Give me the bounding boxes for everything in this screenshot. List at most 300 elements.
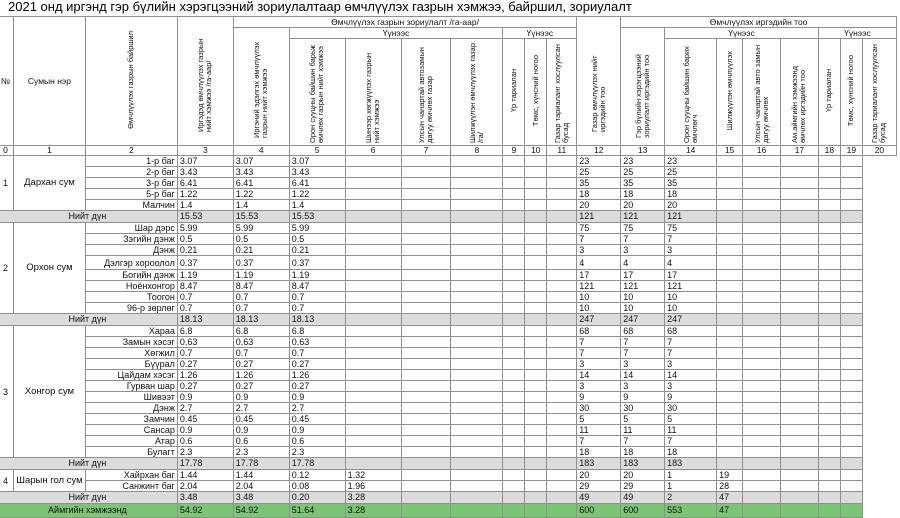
value-cell[interactable] bbox=[401, 447, 451, 458]
value-cell[interactable] bbox=[525, 504, 547, 518]
value-cell[interactable] bbox=[503, 381, 525, 392]
value-cell[interactable]: 0.45 bbox=[177, 414, 233, 425]
value-cell[interactable] bbox=[503, 270, 525, 281]
value-cell[interactable]: 9 bbox=[665, 392, 717, 403]
value-cell[interactable] bbox=[547, 458, 577, 470]
value-cell[interactable]: 0.27 bbox=[177, 381, 233, 392]
value-cell[interactable] bbox=[451, 326, 503, 337]
value-cell[interactable] bbox=[818, 292, 840, 303]
value-cell[interactable] bbox=[840, 492, 862, 504]
value-cell[interactable] bbox=[743, 326, 781, 337]
value-cell[interactable]: 54.92 bbox=[233, 504, 289, 518]
value-cell[interactable] bbox=[451, 370, 503, 381]
value-cell[interactable]: 2.04 bbox=[233, 481, 289, 492]
value-cell[interactable] bbox=[503, 189, 525, 200]
value-cell[interactable] bbox=[780, 504, 818, 518]
value-cell[interactable]: 0.12 bbox=[289, 470, 345, 481]
value-cell[interactable] bbox=[547, 156, 577, 167]
value-cell[interactable] bbox=[525, 447, 547, 458]
value-cell[interactable] bbox=[743, 381, 781, 392]
value-cell[interactable]: 10 bbox=[577, 303, 621, 314]
value-cell[interactable]: 553 bbox=[665, 504, 717, 518]
value-cell[interactable] bbox=[525, 234, 547, 245]
value-cell[interactable] bbox=[451, 403, 503, 414]
value-cell[interactable] bbox=[547, 245, 577, 256]
value-cell[interactable] bbox=[840, 256, 862, 270]
value-cell[interactable]: 29 bbox=[621, 481, 665, 492]
value-cell[interactable] bbox=[451, 178, 503, 189]
value-cell[interactable] bbox=[451, 200, 503, 211]
value-cell[interactable] bbox=[547, 303, 577, 314]
value-cell[interactable]: 7 bbox=[665, 436, 717, 447]
value-cell[interactable]: 10 bbox=[665, 303, 717, 314]
value-cell[interactable] bbox=[818, 425, 840, 436]
value-cell[interactable] bbox=[345, 178, 401, 189]
value-cell[interactable] bbox=[780, 337, 818, 348]
value-cell[interactable] bbox=[525, 200, 547, 211]
value-cell[interactable]: 3.43 bbox=[233, 167, 289, 178]
value-cell[interactable] bbox=[345, 189, 401, 200]
value-cell[interactable]: 1.22 bbox=[233, 189, 289, 200]
value-cell[interactable] bbox=[451, 458, 503, 470]
value-cell[interactable] bbox=[743, 292, 781, 303]
value-cell[interactable]: 17 bbox=[665, 270, 717, 281]
value-cell[interactable] bbox=[503, 370, 525, 381]
value-cell[interactable] bbox=[743, 270, 781, 281]
value-cell[interactable] bbox=[503, 156, 525, 167]
value-cell[interactable] bbox=[743, 337, 781, 348]
value-cell[interactable] bbox=[780, 492, 818, 504]
value-cell[interactable] bbox=[525, 314, 547, 326]
value-cell[interactable]: 14 bbox=[577, 370, 621, 381]
value-cell[interactable] bbox=[525, 470, 547, 481]
value-cell[interactable] bbox=[503, 303, 525, 314]
value-cell[interactable] bbox=[547, 189, 577, 200]
value-cell[interactable] bbox=[503, 326, 525, 337]
value-cell[interactable] bbox=[401, 303, 451, 314]
value-cell[interactable]: 7 bbox=[621, 348, 665, 359]
value-cell[interactable] bbox=[451, 167, 503, 178]
value-cell[interactable] bbox=[451, 303, 503, 314]
value-cell[interactable] bbox=[780, 211, 818, 223]
value-cell[interactable]: 14 bbox=[621, 370, 665, 381]
value-cell[interactable] bbox=[345, 256, 401, 270]
value-cell[interactable] bbox=[401, 234, 451, 245]
value-cell[interactable] bbox=[401, 436, 451, 447]
value-cell[interactable] bbox=[717, 270, 743, 281]
value-cell[interactable] bbox=[780, 470, 818, 481]
value-cell[interactable]: 35 bbox=[621, 178, 665, 189]
value-cell[interactable] bbox=[451, 481, 503, 492]
value-cell[interactable]: 35 bbox=[577, 178, 621, 189]
value-cell[interactable] bbox=[717, 392, 743, 403]
value-cell[interactable] bbox=[547, 359, 577, 370]
value-cell[interactable] bbox=[717, 436, 743, 447]
value-cell[interactable]: 0.27 bbox=[177, 359, 233, 370]
value-cell[interactable] bbox=[401, 256, 451, 270]
value-cell[interactable] bbox=[503, 414, 525, 425]
value-cell[interactable]: 600 bbox=[577, 504, 621, 518]
value-cell[interactable] bbox=[743, 436, 781, 447]
value-cell[interactable] bbox=[717, 200, 743, 211]
value-cell[interactable] bbox=[743, 281, 781, 292]
value-cell[interactable] bbox=[840, 458, 862, 470]
value-cell[interactable]: 10 bbox=[665, 292, 717, 303]
value-cell[interactable]: 9 bbox=[621, 392, 665, 403]
value-cell[interactable] bbox=[717, 458, 743, 470]
value-cell[interactable]: 0.7 bbox=[177, 292, 233, 303]
value-cell[interactable] bbox=[503, 337, 525, 348]
value-cell[interactable] bbox=[525, 337, 547, 348]
value-cell[interactable] bbox=[345, 234, 401, 245]
value-cell[interactable] bbox=[525, 370, 547, 381]
value-cell[interactable]: 3 bbox=[665, 245, 717, 256]
value-cell[interactable] bbox=[401, 211, 451, 223]
value-cell[interactable]: 15.53 bbox=[289, 211, 345, 223]
value-cell[interactable] bbox=[840, 403, 862, 414]
value-cell[interactable] bbox=[818, 403, 840, 414]
value-cell[interactable] bbox=[840, 245, 862, 256]
value-cell[interactable] bbox=[525, 348, 547, 359]
value-cell[interactable] bbox=[743, 403, 781, 414]
value-cell[interactable] bbox=[547, 281, 577, 292]
value-cell[interactable] bbox=[525, 458, 547, 470]
value-cell[interactable] bbox=[451, 156, 503, 167]
value-cell[interactable] bbox=[780, 245, 818, 256]
value-cell[interactable] bbox=[780, 481, 818, 492]
value-cell[interactable] bbox=[451, 447, 503, 458]
value-cell[interactable] bbox=[503, 234, 525, 245]
value-cell[interactable]: 49 bbox=[577, 492, 621, 504]
value-cell[interactable] bbox=[743, 167, 781, 178]
value-cell[interactable] bbox=[451, 425, 503, 436]
value-cell[interactable] bbox=[401, 337, 451, 348]
value-cell[interactable] bbox=[503, 178, 525, 189]
value-cell[interactable]: 25 bbox=[665, 167, 717, 178]
value-cell[interactable] bbox=[840, 292, 862, 303]
value-cell[interactable] bbox=[780, 414, 818, 425]
value-cell[interactable] bbox=[780, 436, 818, 447]
value-cell[interactable] bbox=[547, 234, 577, 245]
value-cell[interactable] bbox=[780, 256, 818, 270]
value-cell[interactable] bbox=[401, 270, 451, 281]
value-cell[interactable] bbox=[525, 167, 547, 178]
value-cell[interactable] bbox=[818, 178, 840, 189]
value-cell[interactable] bbox=[780, 392, 818, 403]
value-cell[interactable] bbox=[345, 425, 401, 436]
value-cell[interactable] bbox=[840, 211, 862, 223]
value-cell[interactable] bbox=[525, 403, 547, 414]
value-cell[interactable] bbox=[818, 458, 840, 470]
value-cell[interactable]: 1.4 bbox=[177, 200, 233, 211]
value-cell[interactable] bbox=[780, 403, 818, 414]
value-cell[interactable]: 121 bbox=[665, 281, 717, 292]
value-cell[interactable] bbox=[743, 392, 781, 403]
value-cell[interactable] bbox=[503, 245, 525, 256]
value-cell[interactable]: 0.7 bbox=[289, 292, 345, 303]
value-cell[interactable]: 0.9 bbox=[177, 425, 233, 436]
value-cell[interactable]: 0.7 bbox=[177, 303, 233, 314]
value-cell[interactable]: 3.48 bbox=[233, 492, 289, 504]
value-cell[interactable] bbox=[840, 447, 862, 458]
value-cell[interactable] bbox=[780, 200, 818, 211]
value-cell[interactable]: 29 bbox=[577, 481, 621, 492]
value-cell[interactable]: 0.5 bbox=[177, 234, 233, 245]
value-cell[interactable] bbox=[503, 256, 525, 270]
value-cell[interactable] bbox=[401, 504, 451, 518]
value-cell[interactable] bbox=[525, 392, 547, 403]
value-cell[interactable]: 8.47 bbox=[177, 281, 233, 292]
value-cell[interactable] bbox=[743, 481, 781, 492]
value-cell[interactable] bbox=[345, 156, 401, 167]
value-cell[interactable] bbox=[818, 414, 840, 425]
value-cell[interactable] bbox=[525, 281, 547, 292]
value-cell[interactable] bbox=[840, 281, 862, 292]
value-cell[interactable]: 17 bbox=[621, 270, 665, 281]
value-cell[interactable] bbox=[401, 403, 451, 414]
value-cell[interactable]: 11 bbox=[621, 425, 665, 436]
value-cell[interactable] bbox=[451, 189, 503, 200]
value-cell[interactable] bbox=[780, 303, 818, 314]
value-cell[interactable]: 2.7 bbox=[289, 403, 345, 414]
value-cell[interactable]: 17 bbox=[577, 270, 621, 281]
value-cell[interactable] bbox=[547, 337, 577, 348]
value-cell[interactable]: 3 bbox=[621, 359, 665, 370]
value-cell[interactable] bbox=[401, 370, 451, 381]
value-cell[interactable] bbox=[451, 314, 503, 326]
value-cell[interactable] bbox=[840, 270, 862, 281]
value-cell[interactable] bbox=[525, 303, 547, 314]
value-cell[interactable]: 20 bbox=[621, 470, 665, 481]
value-cell[interactable] bbox=[818, 223, 840, 234]
value-cell[interactable] bbox=[840, 425, 862, 436]
value-cell[interactable] bbox=[503, 292, 525, 303]
value-cell[interactable] bbox=[818, 245, 840, 256]
value-cell[interactable]: 6.8 bbox=[289, 326, 345, 337]
value-cell[interactable] bbox=[345, 403, 401, 414]
value-cell[interactable]: 121 bbox=[577, 211, 621, 223]
value-cell[interactable] bbox=[780, 326, 818, 337]
value-cell[interactable] bbox=[451, 492, 503, 504]
value-cell[interactable] bbox=[717, 189, 743, 200]
value-cell[interactable]: 0.27 bbox=[289, 381, 345, 392]
value-cell[interactable]: 68 bbox=[621, 326, 665, 337]
value-cell[interactable] bbox=[743, 211, 781, 223]
value-cell[interactable]: 3.07 bbox=[233, 156, 289, 167]
value-cell[interactable] bbox=[547, 470, 577, 481]
value-cell[interactable]: 0.7 bbox=[233, 292, 289, 303]
value-cell[interactable] bbox=[401, 292, 451, 303]
value-cell[interactable]: 4 bbox=[665, 256, 717, 270]
value-cell[interactable]: 54.92 bbox=[177, 504, 233, 518]
value-cell[interactable] bbox=[525, 189, 547, 200]
value-cell[interactable] bbox=[503, 167, 525, 178]
value-cell[interactable] bbox=[547, 492, 577, 504]
value-cell[interactable]: 11 bbox=[665, 425, 717, 436]
value-cell[interactable]: 0.7 bbox=[289, 303, 345, 314]
value-cell[interactable] bbox=[401, 245, 451, 256]
value-cell[interactable]: 8.47 bbox=[289, 281, 345, 292]
value-cell[interactable] bbox=[717, 245, 743, 256]
value-cell[interactable]: 18 bbox=[665, 447, 717, 458]
value-cell[interactable] bbox=[525, 481, 547, 492]
value-cell[interactable] bbox=[547, 436, 577, 447]
value-cell[interactable] bbox=[525, 156, 547, 167]
value-cell[interactable] bbox=[345, 303, 401, 314]
value-cell[interactable] bbox=[525, 359, 547, 370]
value-cell[interactable]: 25 bbox=[621, 167, 665, 178]
value-cell[interactable] bbox=[503, 447, 525, 458]
value-cell[interactable] bbox=[503, 504, 525, 518]
value-cell[interactable] bbox=[717, 256, 743, 270]
value-cell[interactable]: 5.99 bbox=[233, 223, 289, 234]
value-cell[interactable]: 1.26 bbox=[233, 370, 289, 381]
value-cell[interactable]: 0.37 bbox=[177, 256, 233, 270]
value-cell[interactable]: 7 bbox=[577, 436, 621, 447]
value-cell[interactable]: 23 bbox=[621, 156, 665, 167]
value-cell[interactable] bbox=[345, 458, 401, 470]
value-cell[interactable] bbox=[451, 470, 503, 481]
value-cell[interactable] bbox=[345, 348, 401, 359]
value-cell[interactable] bbox=[818, 326, 840, 337]
value-cell[interactable]: 25 bbox=[577, 167, 621, 178]
value-cell[interactable] bbox=[780, 167, 818, 178]
value-cell[interactable] bbox=[345, 270, 401, 281]
value-cell[interactable]: 1.4 bbox=[233, 200, 289, 211]
value-cell[interactable]: 0.27 bbox=[233, 359, 289, 370]
value-cell[interactable] bbox=[503, 314, 525, 326]
value-cell[interactable] bbox=[525, 492, 547, 504]
value-cell[interactable] bbox=[525, 211, 547, 223]
value-cell[interactable]: 1 bbox=[665, 481, 717, 492]
value-cell[interactable] bbox=[743, 370, 781, 381]
value-cell[interactable] bbox=[503, 348, 525, 359]
value-cell[interactable] bbox=[503, 425, 525, 436]
value-cell[interactable] bbox=[345, 326, 401, 337]
value-cell[interactable] bbox=[345, 200, 401, 211]
value-cell[interactable] bbox=[503, 281, 525, 292]
value-cell[interactable] bbox=[743, 492, 781, 504]
value-cell[interactable] bbox=[451, 504, 503, 518]
value-cell[interactable] bbox=[717, 403, 743, 414]
value-cell[interactable] bbox=[780, 178, 818, 189]
value-cell[interactable]: 5.99 bbox=[177, 223, 233, 234]
value-cell[interactable]: 1.44 bbox=[177, 470, 233, 481]
value-cell[interactable] bbox=[840, 178, 862, 189]
value-cell[interactable]: 183 bbox=[621, 458, 665, 470]
value-cell[interactable]: 1 bbox=[665, 470, 717, 481]
value-cell[interactable] bbox=[451, 270, 503, 281]
value-cell[interactable]: 1.32 bbox=[345, 470, 401, 481]
value-cell[interactable]: 0.9 bbox=[289, 425, 345, 436]
value-cell[interactable] bbox=[743, 256, 781, 270]
value-cell[interactable]: 4 bbox=[621, 256, 665, 270]
value-cell[interactable]: 68 bbox=[665, 326, 717, 337]
value-cell[interactable] bbox=[345, 359, 401, 370]
value-cell[interactable]: 0.9 bbox=[233, 392, 289, 403]
value-cell[interactable] bbox=[717, 281, 743, 292]
value-cell[interactable] bbox=[503, 436, 525, 447]
value-cell[interactable] bbox=[547, 314, 577, 326]
value-cell[interactable]: 1.19 bbox=[177, 270, 233, 281]
value-cell[interactable] bbox=[547, 270, 577, 281]
value-cell[interactable] bbox=[840, 189, 862, 200]
value-cell[interactable]: 51.64 bbox=[289, 504, 345, 518]
value-cell[interactable] bbox=[547, 326, 577, 337]
value-cell[interactable] bbox=[451, 359, 503, 370]
value-cell[interactable] bbox=[717, 337, 743, 348]
value-cell[interactable] bbox=[780, 281, 818, 292]
value-cell[interactable] bbox=[743, 245, 781, 256]
value-cell[interactable]: 3.07 bbox=[289, 156, 345, 167]
value-cell[interactable]: 17.78 bbox=[233, 458, 289, 470]
value-cell[interactable]: 15.53 bbox=[177, 211, 233, 223]
value-cell[interactable]: 17.78 bbox=[177, 458, 233, 470]
value-cell[interactable]: 30 bbox=[577, 403, 621, 414]
value-cell[interactable] bbox=[840, 200, 862, 211]
value-cell[interactable] bbox=[503, 392, 525, 403]
value-cell[interactable]: 28 bbox=[717, 481, 743, 492]
value-cell[interactable] bbox=[840, 481, 862, 492]
value-cell[interactable]: 2 bbox=[665, 492, 717, 504]
value-cell[interactable]: 10 bbox=[621, 303, 665, 314]
value-cell[interactable]: 183 bbox=[577, 458, 621, 470]
value-cell[interactable] bbox=[547, 211, 577, 223]
value-cell[interactable] bbox=[818, 189, 840, 200]
value-cell[interactable] bbox=[818, 447, 840, 458]
value-cell[interactable]: 7 bbox=[621, 234, 665, 245]
value-cell[interactable]: 0.63 bbox=[289, 337, 345, 348]
value-cell[interactable] bbox=[547, 370, 577, 381]
value-cell[interactable] bbox=[840, 223, 862, 234]
value-cell[interactable]: 0.37 bbox=[289, 256, 345, 270]
value-cell[interactable] bbox=[525, 178, 547, 189]
value-cell[interactable] bbox=[547, 292, 577, 303]
value-cell[interactable]: 2.7 bbox=[233, 403, 289, 414]
value-cell[interactable] bbox=[345, 167, 401, 178]
value-cell[interactable] bbox=[717, 326, 743, 337]
value-cell[interactable]: 9 bbox=[577, 392, 621, 403]
value-cell[interactable] bbox=[717, 223, 743, 234]
value-cell[interactable]: 1.44 bbox=[233, 470, 289, 481]
value-cell[interactable]: 0.7 bbox=[177, 348, 233, 359]
value-cell[interactable]: 3.07 bbox=[177, 156, 233, 167]
value-cell[interactable]: 1.26 bbox=[177, 370, 233, 381]
value-cell[interactable] bbox=[345, 436, 401, 447]
value-cell[interactable] bbox=[780, 314, 818, 326]
value-cell[interactable]: 20 bbox=[621, 200, 665, 211]
value-cell[interactable] bbox=[451, 348, 503, 359]
value-cell[interactable] bbox=[401, 156, 451, 167]
value-cell[interactable] bbox=[743, 359, 781, 370]
value-cell[interactable]: 3 bbox=[577, 381, 621, 392]
value-cell[interactable]: 0.63 bbox=[233, 337, 289, 348]
value-cell[interactable] bbox=[743, 314, 781, 326]
value-cell[interactable]: 3.28 bbox=[345, 504, 401, 518]
value-cell[interactable] bbox=[401, 223, 451, 234]
value-cell[interactable]: 0.21 bbox=[289, 245, 345, 256]
value-cell[interactable] bbox=[451, 381, 503, 392]
value-cell[interactable] bbox=[818, 303, 840, 314]
value-cell[interactable]: 7 bbox=[621, 337, 665, 348]
value-cell[interactable] bbox=[503, 359, 525, 370]
value-cell[interactable] bbox=[717, 447, 743, 458]
value-cell[interactable] bbox=[818, 270, 840, 281]
value-cell[interactable] bbox=[525, 436, 547, 447]
value-cell[interactable]: 18 bbox=[577, 447, 621, 458]
value-cell[interactable]: 3.43 bbox=[289, 167, 345, 178]
value-cell[interactable] bbox=[547, 425, 577, 436]
